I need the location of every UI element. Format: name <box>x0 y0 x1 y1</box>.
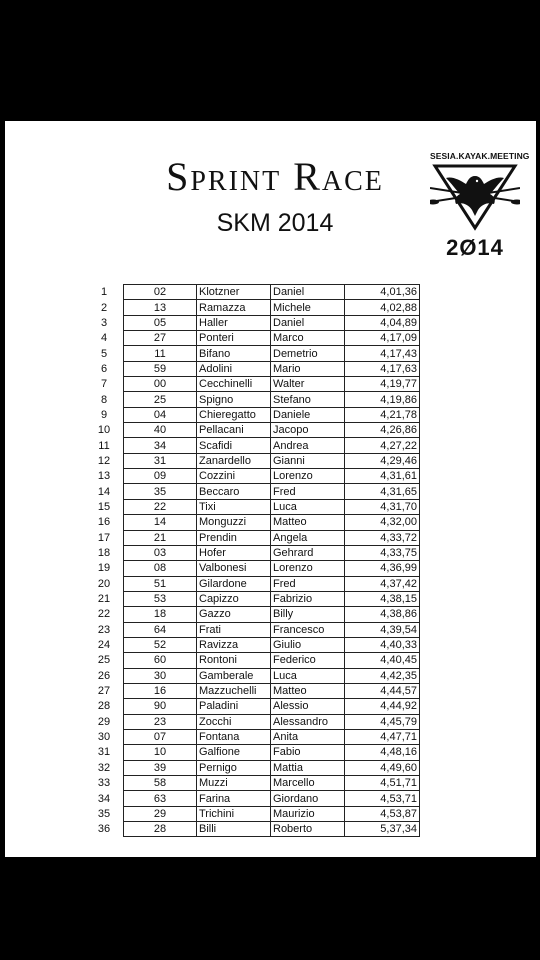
name-cell: Francesco <box>271 622 345 637</box>
time-cell: 4,21,78 <box>345 407 420 422</box>
time-cell: 4,31,65 <box>345 484 420 499</box>
bib-cell: 05 <box>124 315 197 330</box>
time-cell: 4,36,99 <box>345 561 420 576</box>
surname-cell: Zocchi <box>197 714 271 729</box>
bib-cell: 11 <box>124 346 197 361</box>
time-cell: 4,47,71 <box>345 729 420 744</box>
name-cell: Giulio <box>271 637 345 652</box>
table-row <box>85 515 420 530</box>
bib-cell: 03 <box>124 545 197 560</box>
surname-cell: Galfione <box>197 745 271 760</box>
surname-cell: Gilardone <box>197 576 271 591</box>
name-cell: Daniel <box>271 285 345 300</box>
name-cell: Matteo <box>271 683 345 698</box>
bib-cell: 34 <box>124 438 197 453</box>
position-cell: 28 <box>97 700 111 713</box>
table-row <box>85 361 420 376</box>
time-cell: 4,19,77 <box>345 377 420 392</box>
bib-cell: 90 <box>124 699 197 714</box>
bib-cell: 02 <box>124 285 197 300</box>
surname-cell: Ramazza <box>197 300 271 315</box>
table-row <box>85 545 420 560</box>
time-cell: 4,38,86 <box>345 607 420 622</box>
table-row <box>85 346 420 361</box>
time-cell: 4,17,09 <box>345 331 420 346</box>
page-title: Sprint Race <box>166 154 384 199</box>
bib-cell: 29 <box>124 806 197 821</box>
surname-cell: Gazzo <box>197 607 271 622</box>
table-row <box>85 576 420 591</box>
surname-cell: Spigno <box>197 392 271 407</box>
name-cell: Luca <box>271 668 345 683</box>
bib-cell: 18 <box>124 607 197 622</box>
eagle-paddles-icon <box>430 162 520 237</box>
bib-cell: 52 <box>124 637 197 652</box>
table-row <box>85 653 420 668</box>
surname-cell: Cecchinelli <box>197 377 271 392</box>
bib-cell: 40 <box>124 423 197 438</box>
name-cell: Luca <box>271 499 345 514</box>
position-cell: 26 <box>97 669 111 682</box>
surname-cell: Muzzi <box>197 776 271 791</box>
name-cell: Demetrio <box>271 346 345 361</box>
bib-cell: 25 <box>124 392 197 407</box>
surname-cell: Adolini <box>197 361 271 376</box>
table-row <box>85 776 420 791</box>
name-cell: Mattia <box>271 760 345 775</box>
bib-cell: 28 <box>124 822 197 837</box>
name-cell: Marco <box>271 331 345 346</box>
time-cell: 4,19,86 <box>345 392 420 407</box>
time-cell: 4,27,22 <box>345 438 420 453</box>
position-cell: 17 <box>97 531 111 544</box>
surname-cell: Cozzini <box>197 469 271 484</box>
bib-cell: 13 <box>124 300 197 315</box>
position-cell: 22 <box>97 608 111 621</box>
bib-cell: 10 <box>124 745 197 760</box>
position-cell: 12 <box>97 454 111 467</box>
time-cell: 4,53,71 <box>345 791 420 806</box>
surname-cell: Billi <box>197 822 271 837</box>
position-cell: 33 <box>97 777 111 790</box>
bib-cell: 59 <box>124 361 197 376</box>
name-cell: Andrea <box>271 438 345 453</box>
name-cell: Alessio <box>271 699 345 714</box>
table-row <box>85 822 420 837</box>
name-cell: Giordano <box>271 791 345 806</box>
table-row <box>85 668 420 683</box>
table-row <box>85 438 420 453</box>
surname-cell: Ravizza <box>197 637 271 652</box>
time-cell: 4,33,72 <box>345 530 420 545</box>
bib-cell: 63 <box>124 791 197 806</box>
time-cell: 4,45,79 <box>345 714 420 729</box>
bib-cell: 08 <box>124 561 197 576</box>
surname-cell: Fontana <box>197 729 271 744</box>
surname-cell: Bifano <box>197 346 271 361</box>
bib-cell: 53 <box>124 591 197 606</box>
time-cell: 4,42,35 <box>345 668 420 683</box>
bib-cell: 07 <box>124 729 197 744</box>
time-cell: 4,39,54 <box>345 622 420 637</box>
position-cell: 13 <box>97 470 111 483</box>
name-cell: Gehrard <box>271 545 345 560</box>
surname-cell: Gamberale <box>197 668 271 683</box>
name-cell: Federico <box>271 653 345 668</box>
surname-cell: Ponteri <box>197 331 271 346</box>
surname-cell: Pellacani <box>197 423 271 438</box>
name-cell: Alessandro <box>271 714 345 729</box>
table-row <box>85 499 420 514</box>
surname-cell: Frati <box>197 622 271 637</box>
surname-cell: Scafidi <box>197 438 271 453</box>
bib-cell: 35 <box>124 484 197 499</box>
event-logo <box>430 151 530 266</box>
table-row <box>85 806 420 821</box>
name-cell: Billy <box>271 607 345 622</box>
time-cell: 4,49,60 <box>345 760 420 775</box>
time-cell: 4,44,92 <box>345 699 420 714</box>
bib-cell: 60 <box>124 653 197 668</box>
time-cell: 4,31,70 <box>345 499 420 514</box>
time-cell: 4,40,33 <box>345 637 420 652</box>
bib-cell: 14 <box>124 515 197 530</box>
position-cell: 14 <box>97 485 111 498</box>
time-cell: 4,02,88 <box>345 300 420 315</box>
position-cell: 20 <box>97 577 111 590</box>
table-row <box>85 300 420 315</box>
position-cell: 36 <box>97 823 111 836</box>
position-cell: 27 <box>97 685 111 698</box>
time-cell: 4,40,45 <box>345 653 420 668</box>
surname-cell: Chieregatto <box>197 407 271 422</box>
name-cell: Marcello <box>271 776 345 791</box>
surname-cell: Monguzzi <box>197 515 271 530</box>
position-cell: 4 <box>100 332 108 345</box>
name-cell: Gianni <box>271 453 345 468</box>
position-cell: 19 <box>97 562 111 575</box>
time-cell: 4,26,86 <box>345 423 420 438</box>
table-row <box>85 453 420 468</box>
table-row <box>85 469 420 484</box>
position-cell: 8 <box>100 393 108 406</box>
position-cell: 16 <box>97 516 111 529</box>
surname-cell: Beccaro <box>197 484 271 499</box>
time-cell: 4,53,87 <box>345 806 420 821</box>
name-cell: Stefano <box>271 392 345 407</box>
position-cell: 31 <box>97 746 111 759</box>
bib-cell: 30 <box>124 668 197 683</box>
table-row <box>85 377 420 392</box>
surname-cell: Pernigo <box>197 760 271 775</box>
position-cell: 10 <box>97 424 111 437</box>
name-cell: Daniel <box>271 315 345 330</box>
table-row <box>85 423 420 438</box>
bib-cell: 16 <box>124 683 197 698</box>
bib-cell: 27 <box>124 331 197 346</box>
bib-cell: 04 <box>124 407 197 422</box>
position-cell: 25 <box>97 654 111 667</box>
time-cell: 4,51,71 <box>345 776 420 791</box>
bib-cell: 23 <box>124 714 197 729</box>
table-row <box>85 591 420 606</box>
time-cell: 4,44,57 <box>345 683 420 698</box>
position-cell: 2 <box>100 301 108 314</box>
time-cell: 4,38,15 <box>345 591 420 606</box>
table-row <box>85 392 420 407</box>
surname-cell: Prendin <box>197 530 271 545</box>
name-cell: Lorenzo <box>271 469 345 484</box>
position-cell: 3 <box>100 316 108 329</box>
table-row <box>85 791 420 806</box>
position-cell: 32 <box>97 761 111 774</box>
surname-cell: Mazzuchelli <box>197 683 271 698</box>
table-row <box>85 729 420 744</box>
position-cell: 24 <box>97 639 111 652</box>
page-subtitle: SKM 2014 <box>216 209 334 237</box>
time-cell: 4,29,46 <box>345 453 420 468</box>
table-row <box>85 760 420 775</box>
table-row <box>85 745 420 760</box>
bib-cell: 09 <box>124 469 197 484</box>
time-cell: 4,48,16 <box>345 745 420 760</box>
time-cell: 4,17,63 <box>345 361 420 376</box>
logo-year: 2Ø14 <box>446 235 504 260</box>
name-cell: Fabrizio <box>271 591 345 606</box>
position-cell: 34 <box>97 792 111 805</box>
name-cell: Roberto <box>271 822 345 837</box>
table-row <box>85 607 420 622</box>
position-cell: 9 <box>100 408 108 421</box>
surname-cell: Capizzo <box>197 591 271 606</box>
time-cell: 4,04,89 <box>345 315 420 330</box>
surname-cell: Tixi <box>197 499 271 514</box>
table-row <box>85 285 420 300</box>
name-cell: Michele <box>271 300 345 315</box>
bib-cell: 00 <box>124 377 197 392</box>
results-table <box>85 284 420 837</box>
time-cell: 4,37,42 <box>345 576 420 591</box>
table-row <box>85 530 420 545</box>
name-cell: Jacopo <box>271 423 345 438</box>
position-cell: 21 <box>97 593 111 606</box>
position-cell: 1 <box>100 286 108 299</box>
table-row <box>85 622 420 637</box>
position-cell: 30 <box>97 731 111 744</box>
surname-cell: Trichini <box>197 806 271 821</box>
bib-cell: 51 <box>124 576 197 591</box>
surname-cell: Klotzner <box>197 285 271 300</box>
bib-cell: 39 <box>124 760 197 775</box>
time-cell: 4,17,43 <box>345 346 420 361</box>
position-cell: 15 <box>97 500 111 513</box>
time-cell: 4,32,00 <box>345 515 420 530</box>
surname-cell: Haller <box>197 315 271 330</box>
name-cell: Walter <box>271 377 345 392</box>
name-cell: Lorenzo <box>271 561 345 576</box>
time-cell: 5,37,34 <box>345 822 420 837</box>
table-row <box>85 484 420 499</box>
table-row <box>85 315 420 330</box>
table-row <box>85 683 420 698</box>
name-cell: Fabio <box>271 745 345 760</box>
position-cell: 5 <box>100 347 108 360</box>
surname-cell: Rontoni <box>197 653 271 668</box>
surname-cell: Zanardello <box>197 453 271 468</box>
results-sheet <box>5 121 536 857</box>
bib-cell: 21 <box>124 530 197 545</box>
position-cell: 18 <box>97 547 111 560</box>
name-cell: Daniele <box>271 407 345 422</box>
bib-cell: 22 <box>124 499 197 514</box>
name-cell: Matteo <box>271 515 345 530</box>
table-row <box>85 637 420 652</box>
bib-cell: 31 <box>124 453 197 468</box>
position-cell: 11 <box>98 439 110 452</box>
time-cell: 4,33,75 <box>345 545 420 560</box>
name-cell: Anita <box>271 729 345 744</box>
name-cell: Fred <box>271 576 345 591</box>
position-cell: 23 <box>97 623 111 636</box>
position-cell: 29 <box>97 715 111 728</box>
time-cell: 4,31,61 <box>345 469 420 484</box>
name-cell: Angela <box>271 530 345 545</box>
name-cell: Mario <box>271 361 345 376</box>
position-cell: 35 <box>97 807 111 820</box>
position-cell: 6 <box>100 362 108 375</box>
time-cell: 4,01,36 <box>345 285 420 300</box>
surname-cell: Valbonesi <box>197 561 271 576</box>
position-cell: 7 <box>100 378 108 391</box>
table-row <box>85 561 420 576</box>
bib-cell: 64 <box>124 622 197 637</box>
table-row <box>85 407 420 422</box>
surname-cell: Paladini <box>197 699 271 714</box>
surname-cell: Hofer <box>197 545 271 560</box>
logo-text: SESIA.KAYAK.MEETING <box>430 151 530 161</box>
name-cell: Fred <box>271 484 345 499</box>
name-cell: Maurizio <box>271 806 345 821</box>
table-row <box>85 714 420 729</box>
bib-cell: 58 <box>124 776 197 791</box>
table-row <box>85 331 420 346</box>
surname-cell: Farina <box>197 791 271 806</box>
table-row <box>85 699 420 714</box>
